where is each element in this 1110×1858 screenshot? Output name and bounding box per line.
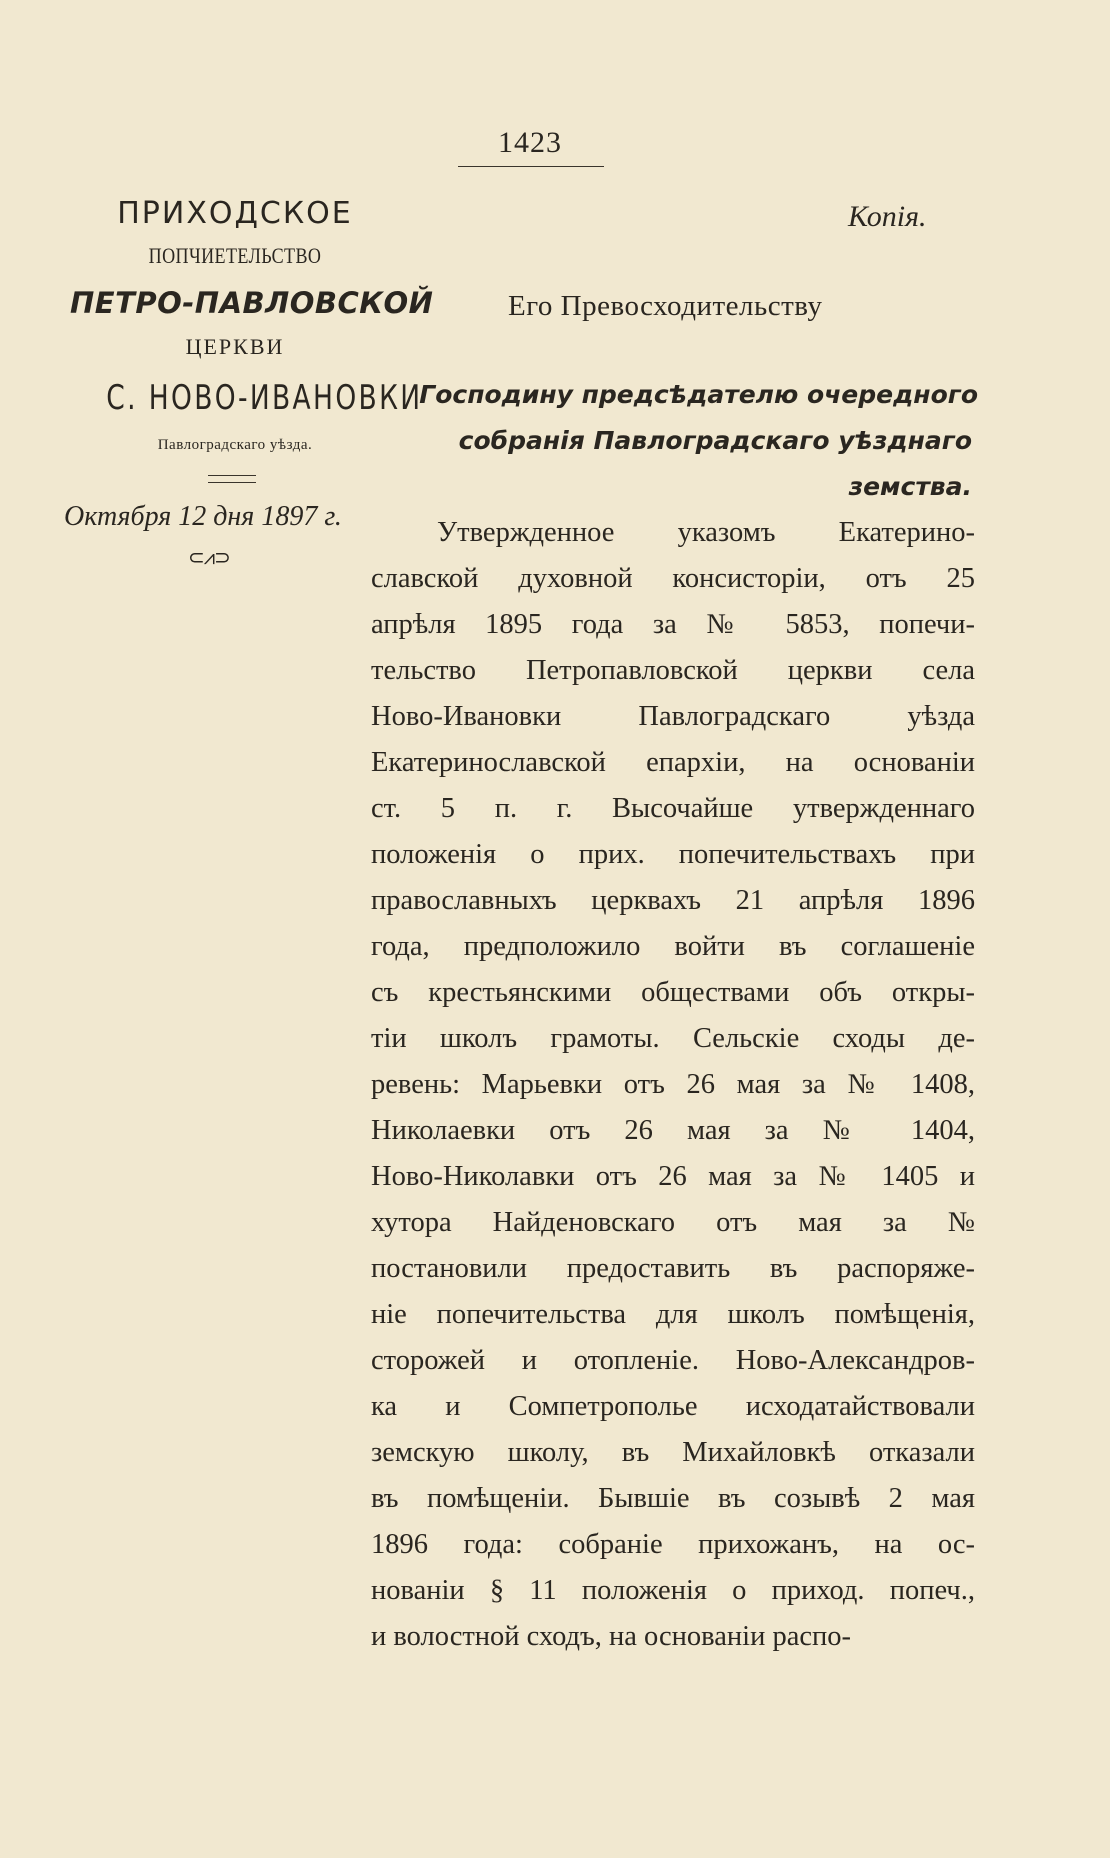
letterhead-line-4: ЦЕРКВИ xyxy=(185,334,285,359)
address-title: Его Превосходительству xyxy=(508,290,823,322)
body-line: ка и Сомпетрополье исходатайствовали xyxy=(371,1391,975,1422)
body-line: постановили предоставить въ распоряже- xyxy=(371,1253,975,1284)
body-line: Утвержденное указомъ Екатерино- xyxy=(437,517,975,548)
body-line: въ помѣщеніи. Бывшіе въ созывѣ 2 мая xyxy=(371,1483,975,1514)
body-line: и волостной сходъ, на основаніи распо- xyxy=(371,1621,851,1652)
body-line: тельство Петропавловской церкви села xyxy=(371,655,975,686)
body-line: тіи школъ грамоты. Сельскіе сходы де- xyxy=(371,1023,975,1054)
body-line: Ново-Николавки отъ 26 мая за № 1405 и xyxy=(371,1161,975,1192)
letterhead-church-name: ПЕТРО-ПАВЛОВСКОЙ xyxy=(70,286,434,320)
letterhead-line-1: ПРИХОДСКОЕ xyxy=(117,196,353,231)
addressee-line-2: собранія Павлоградскаго уѣзднаго земства. xyxy=(458,426,972,501)
letterhead-district: Павлоградскаго уѣзда. xyxy=(157,437,313,453)
letterhead-double-rule xyxy=(208,475,256,483)
body-line: хутора Найденовскаго отъ мая за № xyxy=(371,1207,975,1238)
body-line: православныхъ церквахъ 21 апрѣля 1896 xyxy=(371,885,975,916)
page-number: 1423 xyxy=(498,126,562,159)
addressee-block xyxy=(380,372,980,510)
letterhead-line-2: ПОПЧИЕТЕЛЬСТВО xyxy=(148,243,322,268)
page-number-rule xyxy=(458,166,604,167)
copy-mark: Копія. xyxy=(848,200,927,233)
body-line: съ крестьянскими обществами объ откры- xyxy=(371,977,975,1008)
body-line: Ново-Ивановки Павлоградскаго уѣзда xyxy=(371,701,975,732)
ornament-flourish-icon: ⊂⩘⊃ xyxy=(188,545,230,569)
body-line: ст. 5 п. г. Высочайше утвержденнаго xyxy=(371,793,975,824)
letter-date: Октября 12 дня 1897 г. xyxy=(64,501,342,532)
body-line: года, предположило войти въ соглашеніе xyxy=(371,931,975,962)
body-line: ніе попечительства для школъ помѣщенія, xyxy=(371,1299,975,1330)
body-line: положенія о прих. попечительствахъ при xyxy=(371,839,975,870)
body-line: славской духовной консисторіи, отъ 25 xyxy=(371,563,975,594)
body-line: Николаевки отъ 26 мая за № 1404, xyxy=(371,1115,975,1146)
letterhead-village: С. НОВО-ИВАНОВКИ xyxy=(106,378,423,418)
body-line: сторожей и отопленіе. Ново-Александров- xyxy=(371,1345,975,1376)
addressee-line-1: Господину предсѣдателю очередного xyxy=(419,380,978,409)
body-line: ревень: Марьевки отъ 26 мая за № 1408, xyxy=(371,1069,975,1100)
body-line: апрѣля 1895 года за № 5853, попечи- xyxy=(371,609,975,640)
body-line: 1896 года: собраніе прихожанъ, на ос- xyxy=(371,1529,975,1560)
body-line: земскую школу, въ Михайловкѣ отказали xyxy=(371,1437,975,1468)
letter-body xyxy=(371,510,975,1660)
body-line: нованіи § 11 положенія о приход. попеч., xyxy=(371,1575,975,1606)
body-line: Екатеринославской епархіи, на основаніи xyxy=(371,747,975,778)
